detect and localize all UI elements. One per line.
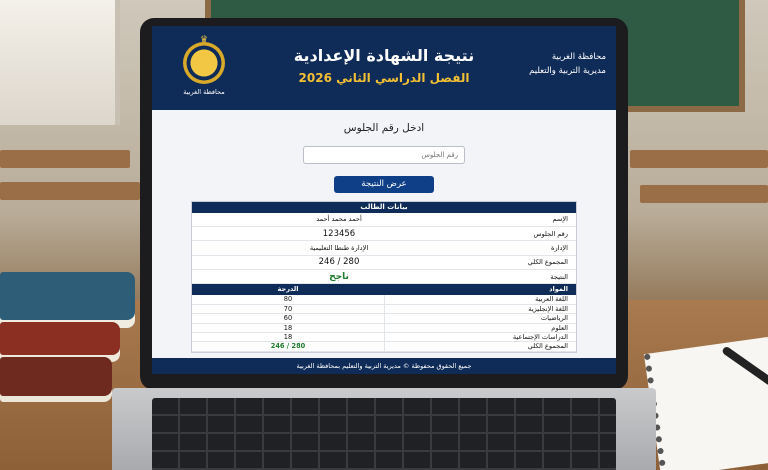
button-area [152, 171, 616, 193]
result-card [191, 201, 577, 353]
governorate-emblem [178, 35, 230, 96]
classroom-window [0, 0, 120, 125]
subject-name: اللغة الإنجليزية [384, 305, 576, 313]
student-row-total [192, 256, 576, 270]
crown-icon: ♛ [200, 35, 209, 45]
grade-column-header: الدرجة [277, 285, 299, 294]
subject-name: الرياضيات [384, 314, 576, 322]
search-area [152, 142, 616, 164]
info-label: الإدارة [551, 243, 568, 252]
info-value: الإدارة طنطا التعليمية [309, 243, 369, 252]
book [0, 322, 120, 362]
classroom-desk [0, 150, 130, 168]
table-row [192, 295, 576, 304]
total-value: 280 / 246 [270, 342, 306, 351]
info-label: رقم الجلوس [533, 229, 568, 238]
emblem-seal-icon [183, 35, 225, 84]
info-value: أحمد محمد أحمد [316, 215, 362, 224]
show-result-button[interactable]: عرض النتيجة [334, 176, 434, 193]
book [0, 357, 112, 402]
table-row [192, 333, 576, 342]
subject-grade: 80 [283, 295, 293, 304]
spiral-notebook [644, 337, 768, 470]
page-title: نتيجة الشهادة الإعدادية [293, 46, 475, 65]
student-row-name [192, 213, 576, 227]
total-label: المجموع الكلي [384, 342, 576, 350]
subject-grade: 60 [283, 314, 293, 323]
seat-number-input[interactable] [303, 146, 465, 164]
info-label: النتيجة [550, 272, 568, 281]
student-row-administration [192, 241, 576, 255]
subjects-table-header [192, 284, 576, 295]
table-row [192, 324, 576, 333]
classroom-desk [630, 150, 768, 168]
table-row [192, 314, 576, 323]
page-footer: جميع الحقوق محفوظة © مديرية التربية والتعليم بمحافظة الغربية [152, 358, 616, 374]
student-row-result [192, 270, 576, 284]
directorate-name: مديرية التربية والتعليم [529, 66, 606, 76]
info-value: 280 / 246 [318, 257, 360, 268]
table-row-total [192, 342, 576, 351]
classroom-desk [0, 182, 140, 200]
student-section-title: بيانات الطالب [192, 202, 576, 213]
subject-grade: 70 [283, 304, 293, 313]
classroom-desk [640, 185, 768, 203]
student-row-seat [192, 227, 576, 241]
term-subtitle: الفصل الدراسي الثاني 2026 [298, 71, 470, 85]
table-row [192, 305, 576, 314]
info-value: 123456 [322, 228, 356, 239]
subject-column-header: المواد [549, 285, 568, 294]
seat-number-prompt: ادخل رقم الجلوس [343, 122, 425, 134]
subject-grade: 18 [283, 323, 293, 332]
page-header [152, 26, 616, 110]
subject-name: اللغة العربية [384, 295, 576, 303]
subject-name: العلوم [384, 324, 576, 332]
emblem-label: محافظة الغربية [183, 88, 225, 96]
info-label: الإسم [552, 215, 568, 224]
laptop-keyboard [152, 398, 616, 470]
result-status-badge: ناجح [329, 271, 349, 282]
subject-name: الدراسات الإجتماعية [384, 333, 576, 341]
book [0, 272, 135, 328]
info-label: المجموع الكلي [527, 258, 568, 267]
laptop-screen [152, 26, 616, 374]
subject-grade: 18 [283, 333, 293, 342]
governorate-name: محافظة الغربية [551, 52, 606, 62]
